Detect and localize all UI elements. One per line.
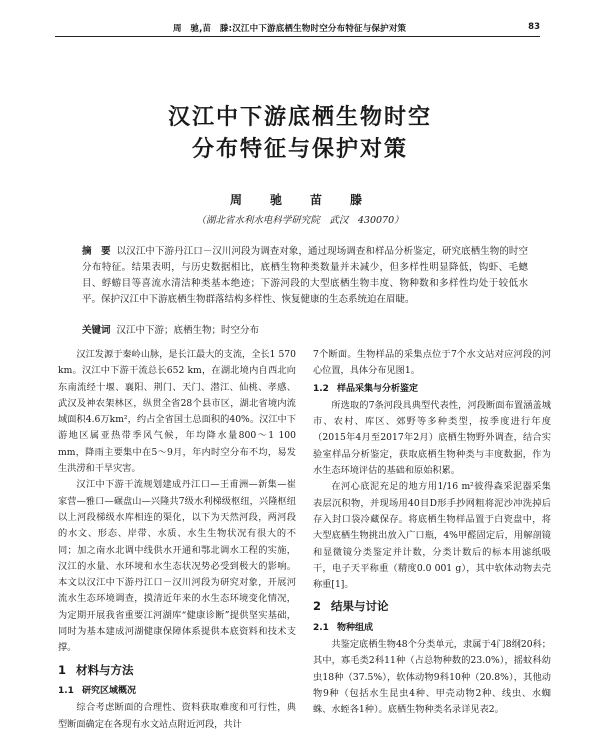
section-heading-1 [58, 662, 296, 678]
intro-paragraph-2: 汉江中下游干流规划建成丹江口—王甫洲—新集—崔家营—雅口—碾盘山—兴隆共7级水利梯级枢纽，兴隆枢纽以上河段梯级水库相连的渠化，以下为天然河段，两河段的水文、形态、岸带、水质、水生生物状况有很大的不同；加之南水北调中线供水开通和鄂北调水工程的实施，汉江的水量、水环境和水生态状况势必受到极大的影响。本文以汉江中下游丹江口－汉川河段为研究对象，开展河流水生态环境调查，摸清近年来的水生态环境变化情况，为定期开展我省重要江河湖库“健康诊断”提供坚实基础，同时为基本建成河湖健康保障体系提供本底资料和技术支撑。 [58, 479, 296, 654]
intro-paragraph-1: 汉江发源于秦岭山脉，是长江最大的支流，全长1 570 km。汉江中下游干流总长652 km，在湖北境内自西北向东南流经十堰、襄阳、荆门、天门、潜江、仙桃、孝感、武汉及神农架林区，纵贯全省28个县市区，湖北省境内流域面积4.6万km²，约占全省国土总面积的40%。汉江中下游地区属亚热带季风气候，年均降水量800～1 100 mm，降雨主要集中在5～9月，年内时空分布不均，易发生洪涝和干旱灾害。 [58, 349, 296, 475]
abstract-label: 摘 要 [82, 246, 111, 257]
subsection-title: 物种组成 [336, 622, 373, 633]
section-title: 结果与讨论 [331, 599, 389, 614]
keywords [82, 323, 528, 339]
authors: 周 驰 苗 滕 [229, 193, 370, 207]
keywords-label: 关键词 [82, 325, 111, 336]
subsection-heading-1-2 [313, 381, 551, 397]
species-composition-paragraph: 共鉴定底栖生物48个分类单元，隶属于4门8纲20科；其中，寡毛类2科11种（占总物种数的23.0%），摇蚊科幼虫18种（37.5%），软体动物9科10种（20.8%），其他动物9种（包括水生昆虫4种、甲壳动物2种、线虫、水蜘蛛、水蛭各1种）。底栖生物种类名录详见表2。 [313, 639, 551, 716]
paper-title-line-1: 汉江中下游底栖生物时空 [167, 105, 432, 130]
subsection-title: 样品采集与分析鉴定 [336, 383, 418, 394]
abstract-text: 以汉江中下游丹江口－汉川河段为调查对象，通过现场调查和样品分析鉴定，研究底栖生物的时空分布特征。结果表明，与历史数据相比，底栖生物种类数量并未减少，但多样性明显降低，钩虾、毛蟌目、蜉蝣目等喜流水清洁种类基本绝迹；下游河段的大型底栖生物丰度、物种数和多样性均处于较低水平。保护汉江中下游底栖生物群落结构多样性、恢复健康的生态系统迫在眉睫。 [82, 246, 528, 305]
running-header [55, 22, 540, 37]
right-column [313, 347, 551, 719]
left-column [58, 347, 296, 733]
page-number: 83 [528, 22, 540, 32]
continued-paragraph: 7个断面。生物样品的采集点位于7个水文站对应河段的河心位置，具体分布见图1。 [313, 349, 551, 377]
keywords-text: 汉江中下游；底栖生物；时空分布 [116, 325, 260, 336]
subsection-heading-1-1 [58, 683, 296, 699]
sampling-paragraph-2: 在河心底泥充足的地方用1/16 m²彼得森采泥器采集表层沉积物，并现场用40目D形手抄网粗将泥沙冲洗掉后存入封口袋冷藏保存。将底栖生物样品置于白瓷盘中，将大型底栖生物挑出放入广口瓶，4%甲醛固定后，用解剖镜和显微镜分类鉴定并计数，分类计数后的标本用滤纸吸干，电子天平称重（精度0.0 001 g），其中软体动物去壳称重[1]。 [313, 481, 551, 591]
subsection-heading-2-1 [313, 620, 551, 636]
section-title: 材料与方法 [76, 662, 134, 677]
paper-title-line-2: 分布特征与保护对策 [191, 137, 408, 162]
sampling-paragraph-1: 所选取的7条河段具典型代表性，河段断面布置涵盖城市、农村、库区、郊野等多种类型，按季度进行年度（2015年4月至2017年2月）底栖生物野外调查，结合实验室样品分析鉴定，获取底栖生物种类与丰度数据，作为水生态环境评估的基础和原始积累。 [313, 399, 551, 477]
subsection-number: 2.1 [313, 622, 329, 633]
section-heading-2 [313, 598, 551, 614]
section-number: 1 [58, 662, 67, 677]
subsection-title: 研究区域概况 [81, 685, 136, 696]
study-area-paragraph: 综合考虑断面的合理性、资料获取难度和可行性，典型断面确定在各现有水文站点附近河段，共计 [58, 702, 296, 730]
subsection-number: 1.2 [313, 383, 329, 394]
subsection-number: 1.1 [58, 685, 74, 696]
running-title: 周 驰,苗 滕:汉江中下游底栖生物时空分布特征与保护对策 [173, 24, 407, 34]
abstract [82, 244, 528, 308]
affiliation: （湖北省水利水电科学研究院 武汉 430070） [196, 215, 404, 226]
section-number: 2 [313, 599, 322, 614]
